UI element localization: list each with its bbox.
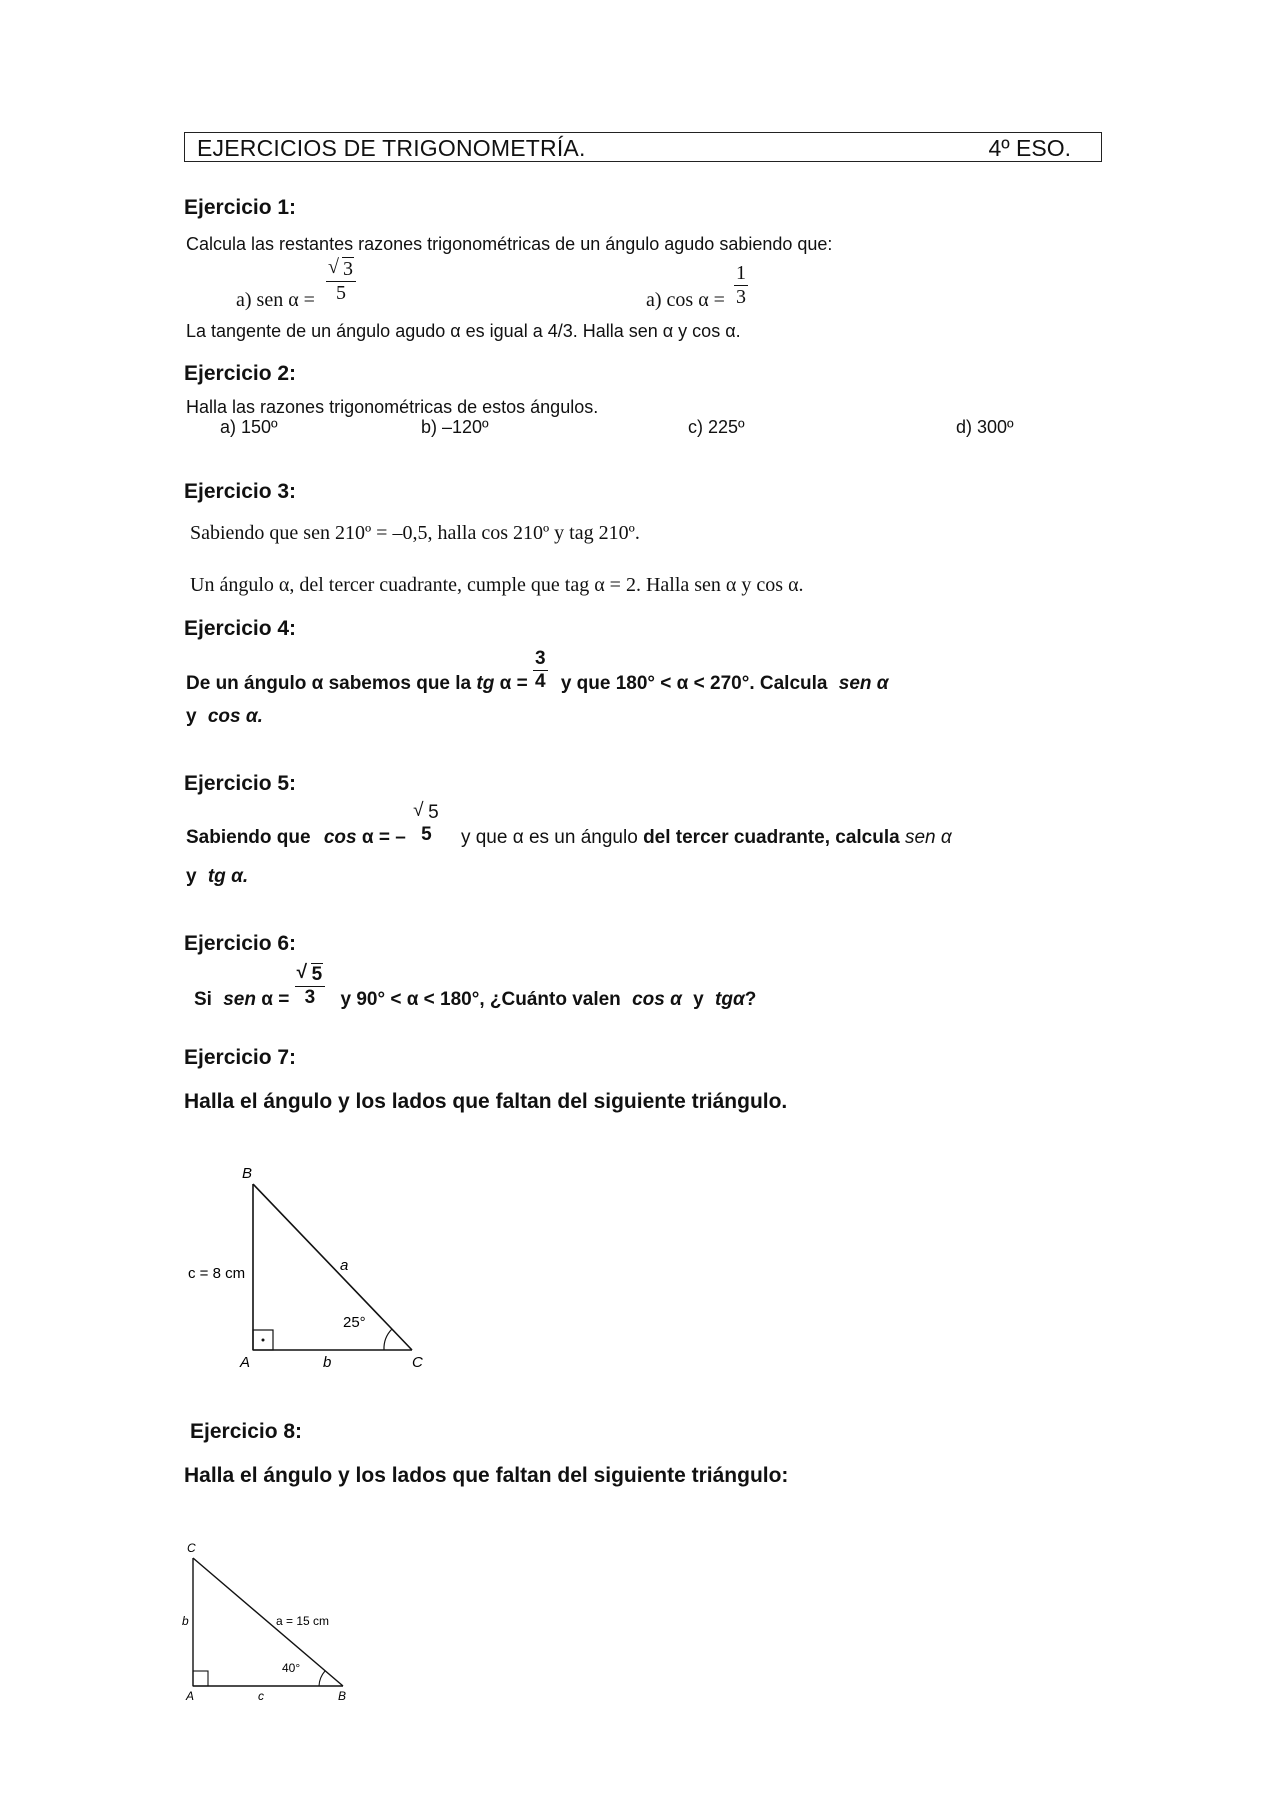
ex6-cos: cos α	[632, 989, 682, 1011]
ex5-y: y	[186, 866, 197, 887]
ex6-pre: Si	[194, 989, 212, 1011]
ex6-end: ?	[744, 989, 757, 1011]
ex8-label-A: A	[186, 1689, 195, 1703]
ex5-line1	[186, 802, 952, 846]
ex5-alpha-eq: α = –	[361, 826, 406, 848]
ex4-alpha-eq: α =	[499, 673, 528, 695]
ex7-triangle-figure	[180, 1160, 440, 1370]
ex4-denominator: 4	[534, 670, 546, 692]
ex5-pre: Sabiendo que	[186, 826, 311, 848]
ex1-a-numerator: 3	[342, 258, 353, 280]
ex2-item-b: b) –120º	[421, 417, 489, 437]
ex3-line2: Un ángulo α, del tercer cuadrante, cumple que tag α = 2. Halla sen α y cos α.	[190, 574, 804, 596]
ex7-label-angle: 25°	[343, 1314, 366, 1331]
worksheet-title: EJERCICIOS DE TRIGONOMETRÍA.	[197, 135, 586, 161]
ex3-line1: Sabiendo que sen 210º = –0,5, halla cos 210º y tag 210º.	[190, 522, 640, 544]
ex7-title: Ejercicio 7:	[184, 1046, 297, 1069]
ex5-denominator: 5	[421, 823, 432, 845]
ex5-mid: y que α es un ángulo	[460, 826, 638, 848]
ex1-a-label: a) sen α =	[236, 289, 315, 312]
ex7-right-angle-dot	[262, 1339, 265, 1342]
ex1-b-denominator: 3	[735, 286, 746, 308]
ex2-title: Ejercicio 2:	[184, 362, 297, 385]
ex1-intro: Calcula las restantes razones trigonométricas de un ángulo agudo sabiendo que:	[186, 234, 833, 254]
ex1-extra: La tangente de un ángulo agudo α es igual a 4/3. Halla sen α y cos α.	[186, 321, 741, 341]
ex6-tg: tgα	[715, 989, 745, 1011]
ex5-line2	[186, 866, 248, 888]
ex8-label-angle: 40°	[282, 1661, 301, 1675]
ex6-denominator: 3	[295, 986, 326, 1009]
ex7-side-a	[253, 1184, 412, 1350]
ex6-sen: sen	[223, 989, 256, 1011]
ex5-title: Ejercicio 5:	[184, 772, 297, 795]
ex7-label-c: c = 8 cm	[188, 1265, 246, 1282]
ex7-label-C: C	[412, 1354, 423, 1370]
ex5-tg: tg α.	[207, 866, 249, 887]
ex4-line2	[186, 706, 263, 728]
sqrt-symbol: √ 5	[413, 800, 439, 823]
ex7-label-B: B	[242, 1165, 253, 1182]
ex8-right-angle-mark	[193, 1671, 208, 1686]
ex1-b-numerator: 1	[735, 262, 746, 284]
ex3-title: Ejercicio 3:	[184, 480, 297, 503]
worksheet-header	[184, 132, 1102, 162]
ex1-title: Ejercicio 1:	[184, 196, 297, 219]
ex5-fraction	[411, 802, 442, 846]
ex8-label-C: C	[187, 1541, 196, 1555]
ex2-item-d: d) 300º	[956, 417, 1014, 437]
ex7-label-a: a	[340, 1257, 349, 1274]
ex8-statement: Halla el ángulo y los lados que faltan del siguiente triángulo:	[184, 1464, 789, 1487]
ex6-title: Ejercicio 6:	[184, 932, 297, 955]
ex8-angle-arc	[319, 1671, 325, 1686]
ex1-b-fraction	[734, 262, 748, 309]
ex4-numerator: 3	[534, 648, 546, 669]
ex4-cos: cos α.	[207, 706, 263, 727]
ex8-label-b: b	[182, 1614, 189, 1628]
ex8-label-a: a = 15 cm	[276, 1614, 330, 1628]
ex4-y: y	[186, 706, 197, 727]
ex6-fraction	[295, 964, 326, 1009]
ex2-intro: Halla las razones trigonométricas de estos ángulos.	[186, 397, 599, 417]
ex2-item-a: a) 150º	[220, 417, 278, 437]
ex4-pre: De un ángulo α sabemos que la	[186, 673, 472, 695]
ex5-sen: sen α	[904, 826, 952, 848]
ex7-angle-arc	[384, 1329, 392, 1350]
ex1-a-fraction	[326, 258, 356, 305]
ex8-triangle-figure	[178, 1538, 378, 1708]
ex8-label-B: B	[338, 1689, 347, 1703]
ex4-sen: sen α	[838, 673, 889, 695]
ex4-tg: tg	[476, 673, 495, 695]
ex7-label-A: A	[240, 1354, 251, 1370]
ex6-numerator: 5	[311, 964, 323, 985]
course-level: 4º ESO.	[988, 135, 1071, 161]
ex5-cos: cos	[323, 826, 357, 848]
ex1-a-denominator: 5	[326, 281, 356, 305]
ex8-label-c: c	[258, 1689, 264, 1703]
sqrt-symbol: √ 3	[327, 256, 353, 280]
ex6-post: y 90° < α < 180°, ¿Cuánto valen	[340, 989, 621, 1011]
ex1-part-a	[236, 256, 356, 312]
ex1-b-label: a) cos α =	[646, 289, 725, 312]
ex4-title: Ejercicio 4:	[184, 617, 297, 640]
ex6-alpha-eq: α =	[261, 989, 290, 1011]
ex5-bold: del tercer cuadrante, calcula	[643, 826, 900, 848]
ex4-line1	[186, 648, 889, 693]
ex4-fraction	[533, 648, 548, 693]
ex1-part-b	[646, 262, 748, 312]
ex5-numerator: 5	[428, 802, 439, 823]
ex7-statement: Halla el ángulo y los lados que faltan del siguiente triángulo.	[184, 1090, 788, 1113]
ex7-label-b: b	[323, 1354, 332, 1370]
ex8-title: Ejercicio 8:	[190, 1420, 303, 1443]
sqrt-symbol: √ 5	[296, 962, 323, 985]
ex2-item-c: c) 225º	[688, 417, 745, 437]
ex4-post: y que 180° < α < 270°. Calcula	[560, 673, 828, 695]
ex6-line	[194, 964, 756, 1009]
ex6-y: y	[693, 989, 704, 1011]
